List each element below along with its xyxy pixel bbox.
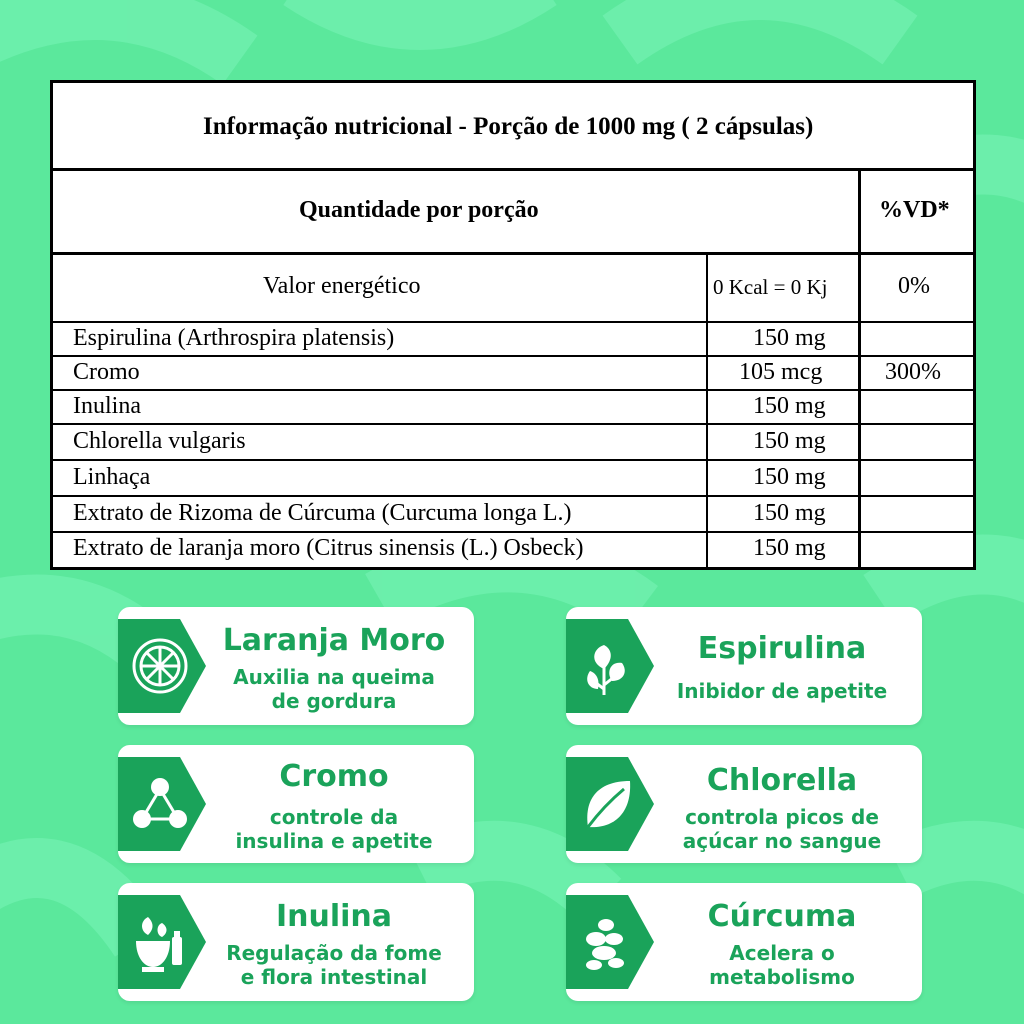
card-icon-tab [566,895,654,989]
orange-slice-icon [134,640,186,692]
divider [53,355,973,357]
card-title: Espirulina [697,631,867,666]
divider [53,459,973,461]
card-curcuma [566,883,922,1001]
card-icon-tab [566,757,654,851]
row-amount: 150 mg [753,500,826,526]
card-desc-line2: açúcar no sangue [682,829,882,853]
divider [53,252,973,255]
row-name: Extrato de Rizoma de Cúrcuma (Curcuma longa L.) [73,500,572,526]
divider [53,423,973,425]
row-amount: 150 mg [753,325,826,351]
card-desc-line2: de gordura [271,689,397,713]
card-icon-tab [118,619,206,713]
header-vd: %VD* [879,197,950,223]
nutrition-table [50,80,976,570]
card-desc-line1: controla picos de [685,805,879,829]
row-vd: 300% [885,359,941,385]
row-name: Espirulina (Arthrospira platensis) [73,325,395,351]
row-amount: 150 mg [753,535,826,561]
card-cromo [118,745,474,863]
card-title: Cúrcuma [707,899,857,934]
divider [53,321,973,323]
card-icon-tab [118,757,206,851]
card-desc-line1: Auxilia na queima [233,665,435,689]
table-title: Informação nutricional - Porção de 1000 mg ( 2 cápsulas) [203,113,814,140]
row-name: Linhaça [73,464,151,490]
card-desc-line1: Inibidor de apetite [676,679,888,703]
card-espirulina [566,607,922,725]
card-desc-line1: Acelera o [729,941,835,965]
divider [53,168,973,171]
card-title: Laranja Moro [222,623,446,658]
row-amount: 150 mg [753,464,826,490]
header-quantity: Quantidade por porção [299,197,539,223]
card-title: Inulina [275,899,393,934]
card-desc-line1: Regulação da fome [226,941,442,965]
card-desc-line1: controle da [269,805,399,829]
card-inulina [118,883,474,1001]
row-amount: 150 mg [753,393,826,419]
row-name: Extrato de laranja moro (Citrus sinensis (L.) Osbeck) [73,535,584,561]
card-desc-line2: metabolismo [709,965,855,989]
row-amount: 150 mg [753,428,826,454]
energy-vd: 0% [898,273,930,299]
card-chlorella [566,745,922,863]
card-laranja-moro [118,607,474,725]
row-name: Cromo [73,359,140,385]
card-icon-tab [566,619,654,713]
row-name: Chlorella vulgaris [73,428,246,454]
energy-label: Valor energético [263,273,421,299]
divider [706,253,708,569]
divider [53,389,973,391]
divider [858,169,861,569]
card-icon-tab [118,895,206,989]
divider [53,495,973,497]
energy-value: 0 Kcal = 0 Kj [713,275,828,299]
divider [53,531,973,533]
card-title: Chlorella [706,763,858,798]
row-name: Inulina [73,393,141,419]
card-title: Cromo [279,759,389,794]
card-desc-line2: insulina e apetite [235,829,433,853]
card-desc-line2: e flora intestinal [240,965,428,989]
row-amount: 105 mcg [739,359,823,385]
